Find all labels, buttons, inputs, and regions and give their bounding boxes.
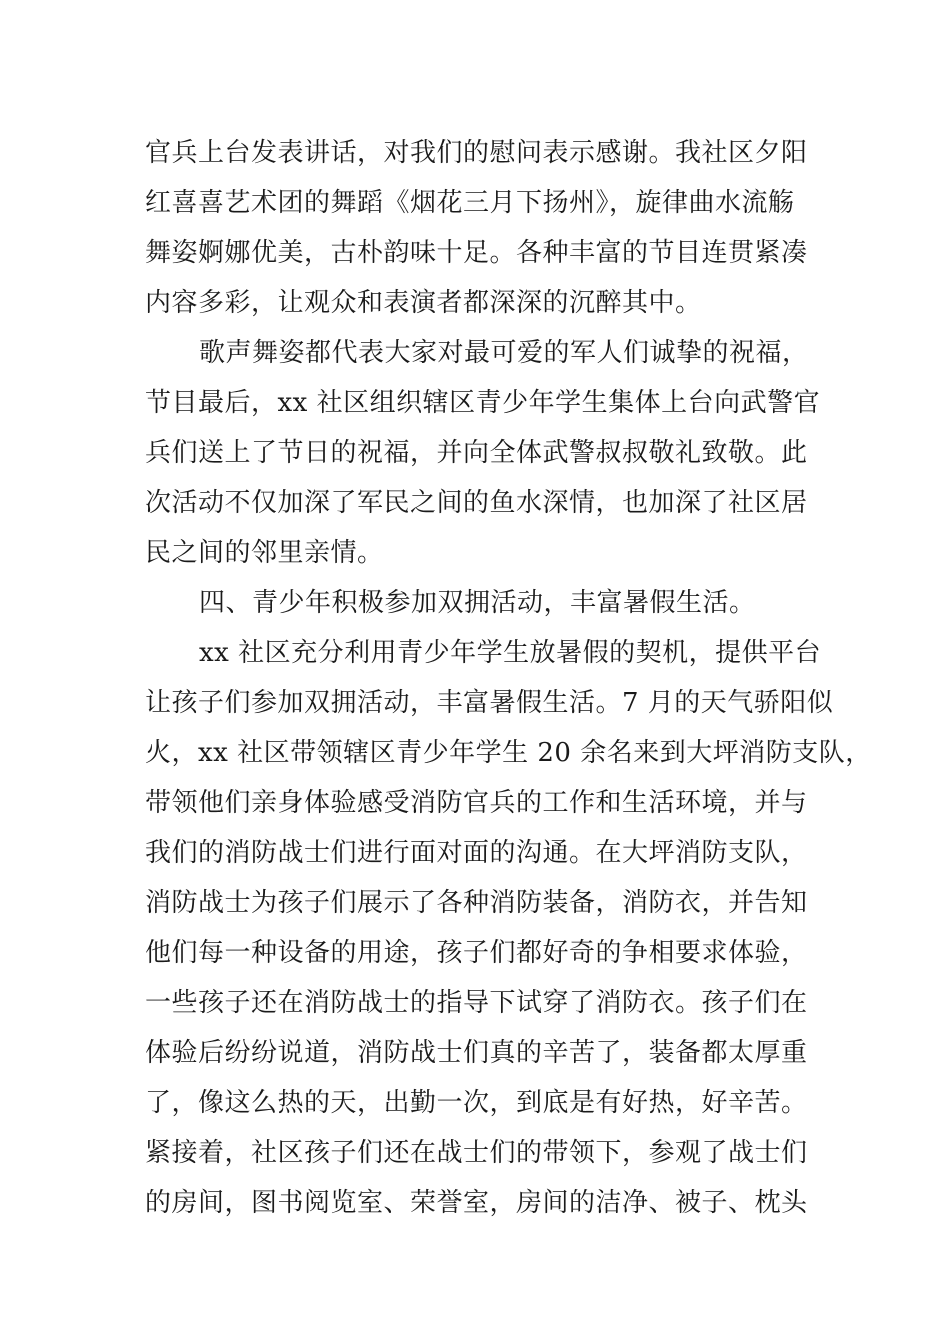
text-line: 他们每一种设备的用途，孩子们都好奇的争相要求体验， xyxy=(145,938,808,968)
paragraph-start-line: xx 社区充分利用青少年学生放暑假的契机，提供平台 xyxy=(199,638,822,668)
text-line: 消防战士为孩子们展示了各种消防装备，消防衣，并告知 xyxy=(145,888,808,918)
body-text xyxy=(145,128,872,1228)
section-heading: 四、青少年积极参加双拥活动，丰富暑假生活。 xyxy=(199,588,756,618)
text-line: 民之间的邻里亲情。 xyxy=(145,538,384,568)
text-line: 让孩子们参加双拥活动，丰富暑假生活。7 月的天气骄阳似 xyxy=(145,688,834,718)
text-line: 的房间，图书阅览室、荣誉室，房间的洁净、被子、枕头 xyxy=(145,1188,808,1218)
text-line: 官兵上台发表讲话，对我们的慰问表示感谢。我社区夕阳 xyxy=(145,138,808,168)
text-line: 火，xx 社区带领辖区青少年学生 20 余名来到大坪消防支队， xyxy=(145,738,872,768)
text-line: 带领他们亲身体验感受消防官兵的工作和生活环境，并与 xyxy=(145,788,808,818)
text-line: 节目最后，xx 社区组织辖区青少年学生集体上台向武警官 xyxy=(145,388,821,418)
paragraph-start-line: 歌声舞姿都代表大家对最可爱的军人们诚挚的祝福， xyxy=(199,338,809,368)
text-line: 兵们送上了节日的祝福，并向全体武警叔叔敬礼致敬。此 xyxy=(145,438,808,468)
text-line: 舞姿婀娜优美，古朴韵味十足。各种丰富的节目连贯紧凑 xyxy=(145,238,808,268)
text-line: 了，像这么热的天，出勤一次，到底是有好热，好辛苦。 xyxy=(145,1088,808,1118)
text-line: 我们的消防战士们进行面对面的沟通。在大坪消防支队， xyxy=(145,838,808,868)
text-line: 一些孩子还在消防战士的指导下试穿了消防衣。孩子们在 xyxy=(145,988,808,1018)
text-line: 次活动不仅加深了军民之间的鱼水深情，也加深了社区居 xyxy=(145,488,808,518)
text-line: 体验后纷纷说道，消防战士们真的辛苦了，装备都太厚重 xyxy=(145,1038,808,1068)
text-line: 红喜喜艺术团的舞蹈《烟花三月下扬州》，旋律曲水流觞 xyxy=(145,188,795,218)
text-line: 紧接着，社区孩子们还在战士们的带领下，参观了战士们 xyxy=(145,1138,808,1168)
text-line: 内容多彩，让观众和表演者都深深的沉醉其中。 xyxy=(145,288,702,318)
